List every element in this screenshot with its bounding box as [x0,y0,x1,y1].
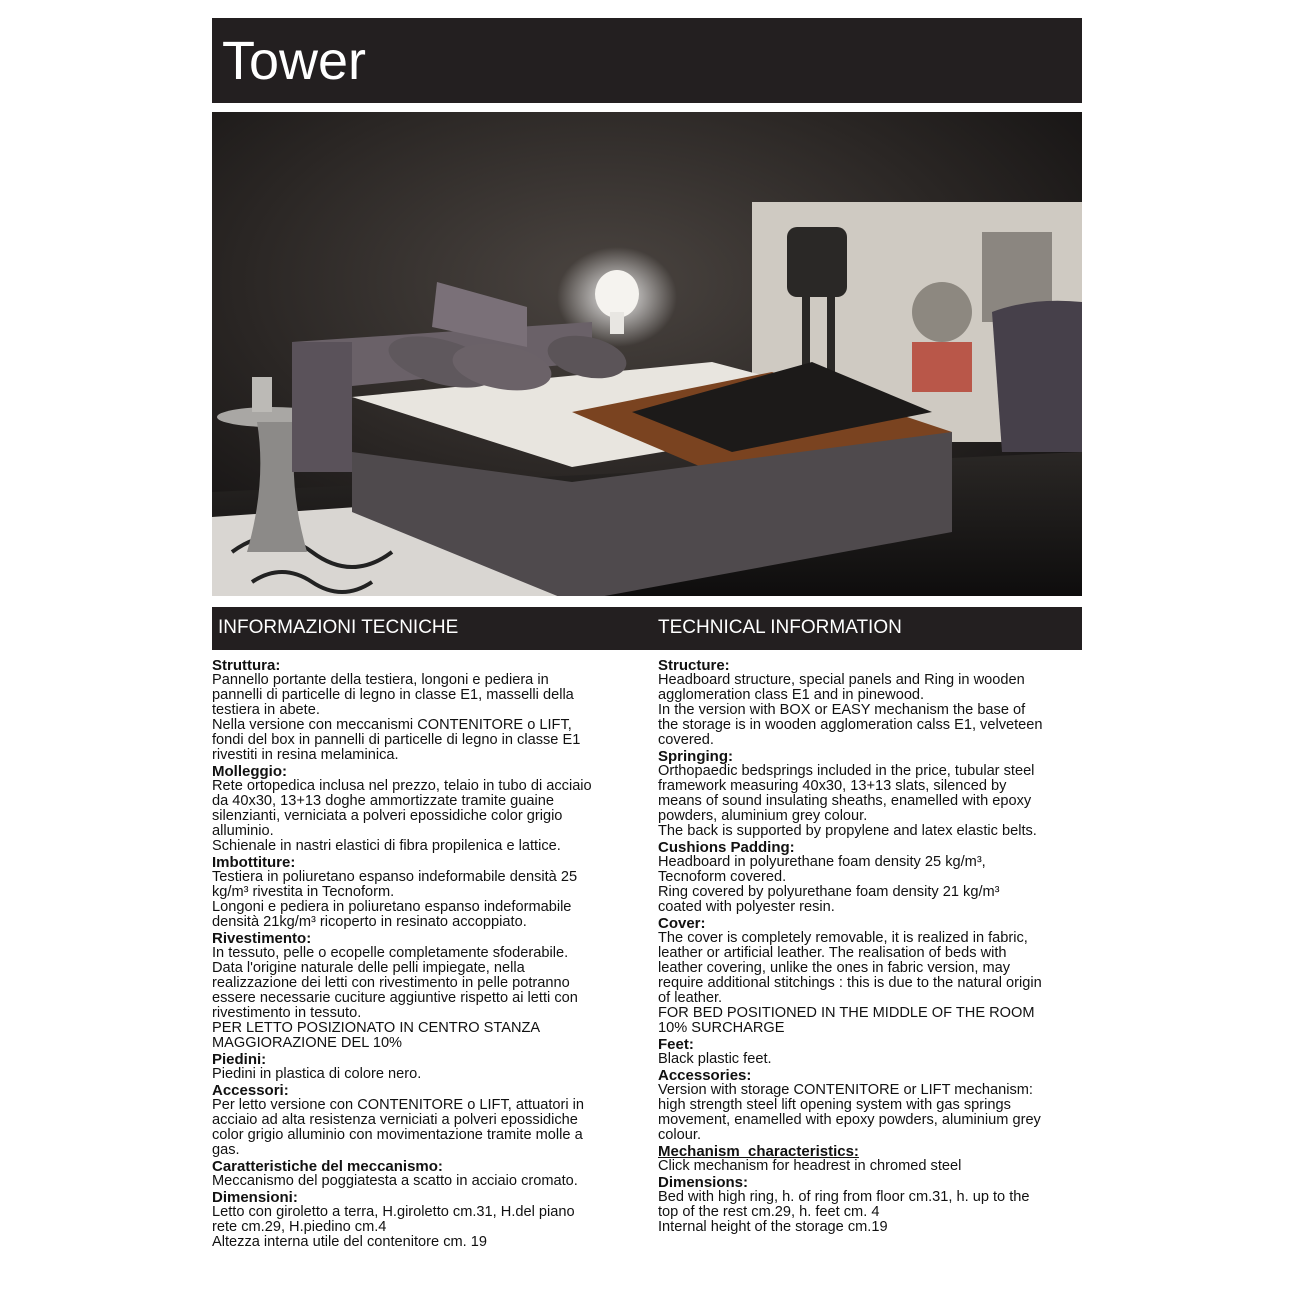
spec-text: Version with storage CONTENITORE or LIFT mechanism: high strength steel lift opening system with gas springs movement, enamelled with epoxy powders, aluminium grey colour. [658,1082,1041,1143]
spec-heading: Caratteristiche del meccanismo: [212,1158,443,1175]
spec-text: Rete ortopedica inclusa nel prezzo, telaio in tubo di acciaio da 40x30, 13+13 doghe ammortizzate tramite guaine silenzianti, verniciata a polveri epossidiche color grigio alluminio. Schienale in nastri elastici di fibra propilenica e lattice. [212,778,592,854]
spec-heading: Piedini: [212,1051,267,1068]
spec-heading: Structure: [658,657,730,674]
spec-block-feet [658,1037,1083,1067]
spec-text: Bed with high ring, h. of ring from floor cm.31, h. up to the top of the rest cm.29, h. feet cm. 4 Internal height of the storage cm.19 [658,1189,1030,1235]
section-title-english: TECHNICAL INFORMATION [658,617,902,638]
spec-heading: Cushions Padding: [658,839,795,856]
spec-block-meccanismo [212,1159,637,1189]
spec-text: Testiera in poliuretano espanso indeformabile densità 25 kg/m³ rivestita in Tecnoform. Longoni e pediera in poliuretano espanso indeformabile densità 21kg/m³ ricoperto in resinato accoppiato. [212,869,578,930]
spec-block-piedini [212,1052,637,1082]
italian-column [212,658,637,1251]
spec-text: Orthopaedic bedsprings included in the price, tubular steel framework measuring 40x30, 13+13 slats, silenced by means of sound insulating sheaths, enamelled with epoxy powders, aluminium grey colour. The back is supported by propylene and latex elastic belts. [658,763,1037,839]
spec-heading: Dimensions: [658,1174,749,1191]
spec-block-dimensioni [212,1190,637,1250]
spec-text: Headboard structure, special panels and Ring in wooden agglomeration class E1 and in pinewood. In the version with BOX or EASY mechanism the base of the storage is in wooden agglomeration calss E1, velveteen covered. [658,672,1043,748]
spec-block-accessori [212,1083,637,1158]
spec-block-cushions [658,840,1083,915]
spec-text: Click mechanism for headrest in chromed steel [658,1158,962,1174]
bed-photo [212,112,1082,596]
spec-block-struttura [212,658,637,763]
spec-text: Pannello portante della testiera, longoni e pediera in pannelli di particelle di legno in classe E1, masselli della testiera in abete. Nella versione con meccanismi CONTENITORE o LIFT, fondi del box in pannelli di particelle di legno in classe E1 rivestiti in resina melaminica. [212,672,581,763]
spec-heading: Accessori: [212,1082,289,1099]
spec-text: Piedini in plastica di colore nero. [212,1066,422,1082]
spec-heading: Dimensioni: [212,1189,298,1206]
spec-block-molleggio [212,764,637,854]
spec-block-structure [658,658,1083,748]
spec-heading: Mechanism characteristics: [658,1143,859,1160]
spec-heading: Feet: [658,1036,694,1053]
page-title: Tower [222,31,367,91]
section-title-italian: INFORMAZIONI TECNICHE [218,617,459,638]
spec-heading: Springing: [658,748,733,765]
spec-block-dimensions [658,1175,1083,1235]
spec-heading: Molleggio: [212,763,287,780]
spec-block-mechanism [658,1144,1083,1174]
spec-heading: Struttura: [212,657,281,674]
spec-block-accessories [658,1068,1083,1143]
spec-block-cover [658,916,1083,1036]
spec-heading: Cover: [658,915,706,932]
spec-block-rivestimento [212,931,637,1051]
spec-heading: Imbottiture: [212,854,296,871]
spec-text: Black plastic feet. [658,1051,772,1067]
spec-block-springing [658,749,1083,839]
spec-text: Headboard in polyurethane foam density 25 kg/m³, Tecnoform covered. Ring covered by polyurethane foam density 21 kg/m³ coated with polyester resin. [658,854,1000,915]
spec-text: Letto con giroletto a terra, H.giroletto cm.31, H.del piano rete cm.29, H.piedino cm.4 Altezza interna utile del contenitore cm. 19 [212,1204,575,1250]
spec-heading: Rivestimento: [212,930,312,947]
spec-text: The cover is completely removable, it is realized in fabric, leather or artificial leather. The realisation of beds with leather covering, unlike the ones in fabric version, may require additional stitchings : this is due to the natural origin of leather. FOR BED POSITIONED IN THE MIDDLE OF THE ROOM 10% SURCHARGE [658,930,1042,1036]
spec-heading: Accessories: [658,1067,752,1084]
english-column [658,658,1083,1236]
spec-block-imbottiture [212,855,637,930]
title-bar [212,18,1082,103]
spec-text: Per letto versione con CONTENITORE o LIFT, attuatori in acciaio ad alta resistenza verniciati a polveri epossidiche color grigio alluminio con movimentazione tramite molle a gas. [212,1097,585,1158]
spec-text: Meccanismo del poggiatesta a scatto in acciaio cromato. [212,1173,578,1189]
spec-text: In tessuto, pelle o ecopelle completamente sfoderabile. Data l'origine naturale delle pelli impiegate, nella realizzazione dei letti con rivestimento in pelle potranno essere necessarie cuciture aggiuntive rispetto ai letti con rivestimento in tessuto. PER LETTO POSIZIONATO IN CENTRO STANZA MAGGIORAZIONE DEL 10% [212,945,578,1051]
section-header-bar [212,607,1082,650]
